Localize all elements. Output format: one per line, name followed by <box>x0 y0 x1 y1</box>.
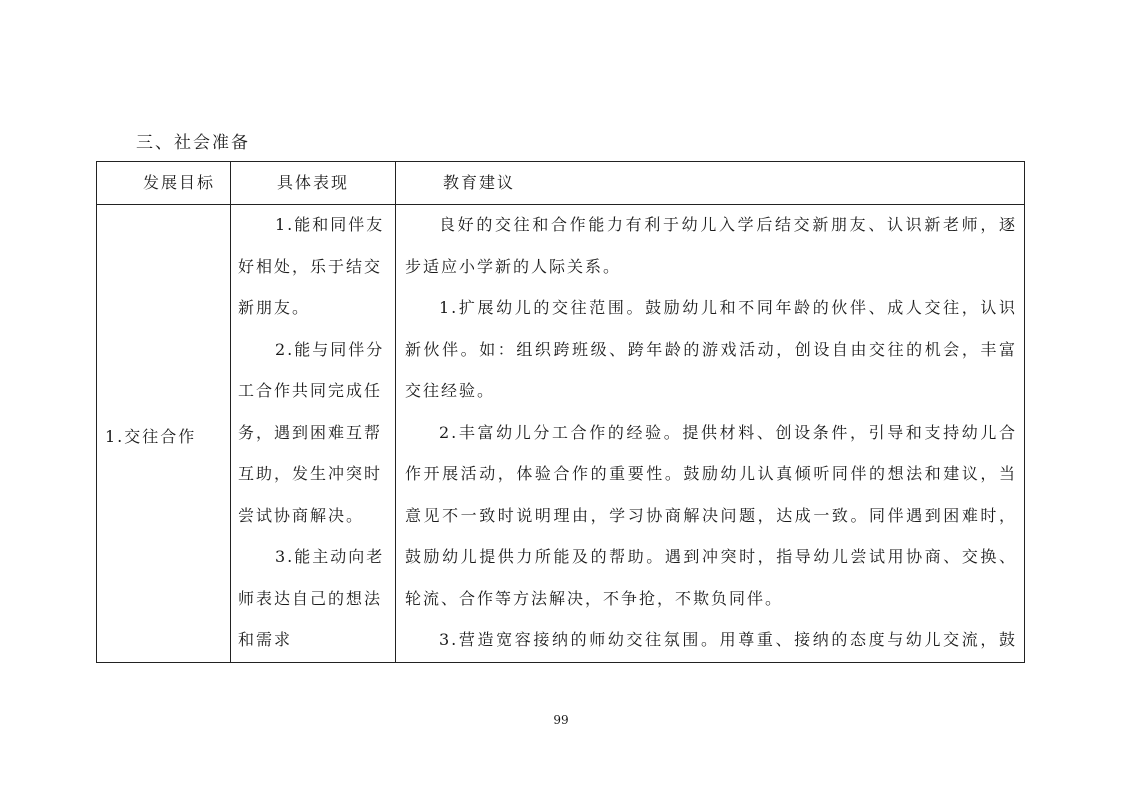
suggestion-line: 新伙伴。如：组织跨班级、跨年龄的游戏活动，创设自由交往的机会，丰富 <box>405 339 1017 359</box>
column-divider <box>230 162 231 662</box>
suggestion-line: 交往经验。 <box>405 381 496 400</box>
suggestion-line: 鼓励幼儿提供力所能及的帮助。遇到冲突时，指导幼儿尝试用协商、交换、 <box>405 547 1017 566</box>
header-performance: 具体表现 <box>277 173 350 192</box>
performance-line: 好相处，乐于结交 <box>238 256 383 276</box>
goal-cell: 1.交往合作 <box>105 427 197 446</box>
performance-line: 和需求 <box>238 630 293 649</box>
content-table <box>96 161 1025 663</box>
suggestion-line: 意见不一致时说明理由，学习协商解决问题，达成一致。同伴遇到困难时， <box>405 505 1017 525</box>
performance-line: 师表达自己的想法 <box>238 588 383 608</box>
section-title: 三、社会准备 <box>136 133 250 153</box>
performance-line: 工合作共同完成任 <box>238 381 383 400</box>
suggestion-line: 作开展活动，体验合作的重要性。鼓励幼儿认真倾听同伴的想法和建议，当 <box>405 464 1017 483</box>
performance-line: 互助，发生冲突时 <box>238 464 383 483</box>
suggestion-line: 步适应小学新的人际关系。 <box>405 256 622 276</box>
column-divider <box>395 162 396 662</box>
header-divider <box>97 204 1024 205</box>
suggestion-line: 良好的交往和合作能力有利于幼儿入学后结交新朋友、认识新老师，逐 <box>439 215 1017 234</box>
performance-line: 3.能主动向老 <box>275 547 385 566</box>
page-number: 99 <box>553 713 569 727</box>
header-suggestion: 教育建议 <box>443 173 516 192</box>
performance-line: 尝试协商解决。 <box>238 505 365 525</box>
performance-line: 新朋友。 <box>238 298 311 317</box>
performance-line: 2.能与同伴分 <box>275 339 385 359</box>
suggestion-line: 1.扩展幼儿的交往范围。鼓励幼儿和不同年龄的伙伴、成人交往，认识 <box>439 298 1017 317</box>
performance-line: 1.能和同伴友 <box>275 215 385 234</box>
suggestion-line: 3.营造宽容接纳的师幼交往氛围。用尊重、接纳的态度与幼儿交流，鼓 <box>439 630 1017 649</box>
header-goal: 发展目标 <box>143 173 216 192</box>
suggestion-line: 2.丰富幼儿分工合作的经验。提供材料、创设条件，引导和支持幼儿合 <box>439 422 1017 442</box>
performance-line: 务，遇到困难互帮 <box>238 422 383 442</box>
suggestion-line: 轮流、合作等方法解决，不争抢，不欺负同伴。 <box>405 588 784 608</box>
